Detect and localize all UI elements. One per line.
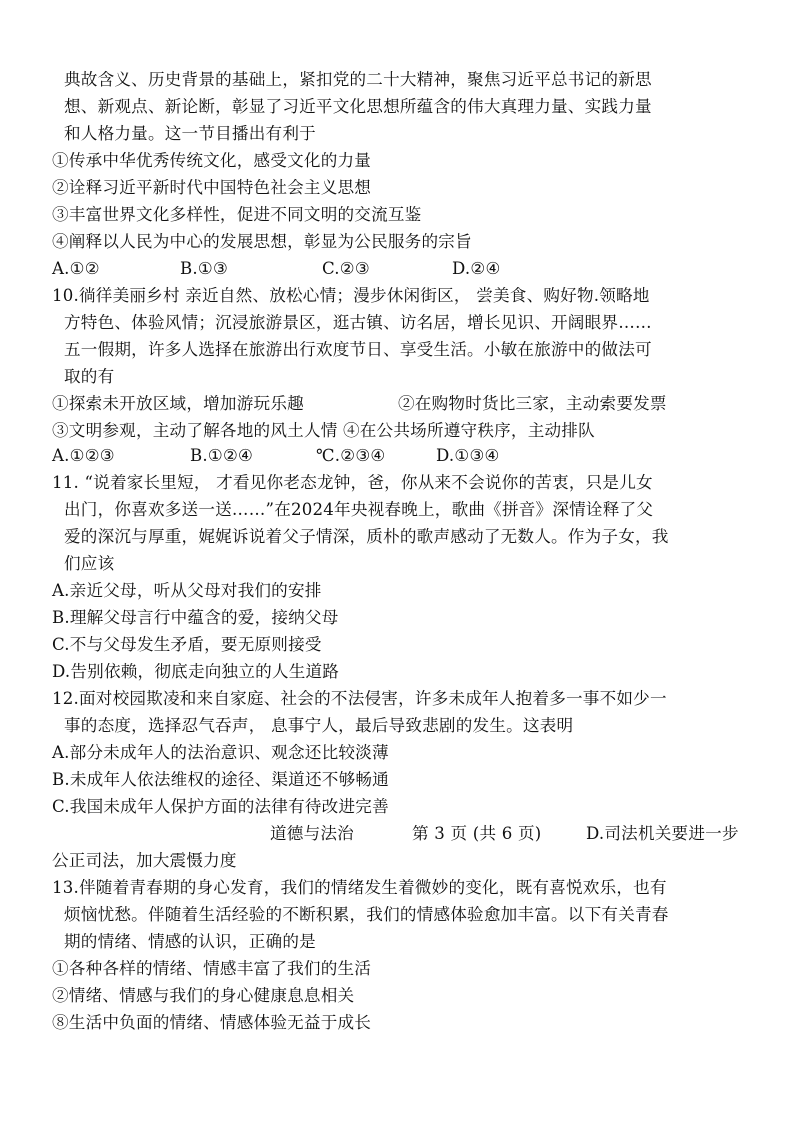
q11-option-d: D.告别依赖，彻底走向独立的人生道路 (52, 662, 340, 681)
q13-stem-line-3: 期的情绪、情感的认识，正确的是 (64, 932, 316, 951)
q10-option-d: D.①③④ (436, 446, 500, 465)
q11-stem-line-4: 们应该 (64, 554, 115, 573)
q10-option-a: A.①②③ (52, 446, 115, 465)
intro-line-2: 想、新观点、新论断，彰显了习近平文化思想所蕴含的伟大真理力量、实践力量 (64, 97, 652, 116)
intro-line-1: 典故含义、历史背景的基础上，紧扣党的二十大精神，聚焦习近平总书记的新思 (64, 70, 652, 89)
q10-option-c: ℃.②③④ (316, 446, 386, 465)
q10-stem-line-4: 取的有 (64, 367, 115, 386)
q9-option-b: B.①③ (180, 259, 229, 278)
q13-stem-line-1: 13.伴随着青春期的身心发育，我们的情绪发生着微妙的变化，既有喜悦欢乐，也有 (52, 878, 667, 897)
q9-option-d: D.②④ (452, 259, 501, 278)
q13-statement-1: ①各种各样的情绪、情感丰富了我们的生活 (52, 959, 372, 978)
q10-stem-line-1: 10.徜徉美丽乡村 亲近自然、放松心情；漫步休闲街区， 尝美食、购好物.领略地 (52, 286, 650, 305)
q12-option-d-part-1: D.司法机关要进一步 (586, 824, 739, 843)
q9-statement-2: ②诠释习近平新时代中国特色社会主义思想 (52, 178, 372, 197)
q13-stem-line-2: 烦恼忧愁。伴随着生活经验的不断积累，我们的情感体验愈加丰富。以下有关青春 (64, 905, 669, 924)
q11-stem-line-3: 爱的深沉与厚重，娓娓诉说着父子情深，质朴的歌声感动了无数人。作为子女，我 (64, 527, 669, 546)
q11-option-a: A.亲近父母，听从父母对我们的安排 (52, 581, 322, 600)
intro-line-3: 和人格力量。这一节目播出有利于 (64, 124, 316, 143)
q10-statement-1: ①探索未开放区域，增加游玩乐趣 (52, 394, 304, 413)
q13-statement-3: ⑧生活中负面的情绪、情感体验无益于成长 (52, 1013, 372, 1032)
q12-option-a: A.部分未成年人的法治意识、观念还比较淡薄 (52, 743, 389, 762)
q12-stem-line-1: 12.面对校园欺凌和来自家庭、社会的不法侵害，许多未成年人抱着多一事不如少一 (52, 689, 667, 708)
q10-statement-3-4: ③文明参观，主动了解各地的风土人情 ④在公共场所遵守秩序，主动排队 (52, 421, 595, 440)
q9-statement-4: ④阐释以人民为中心的发展思想，彰显为公民服务的宗旨 (52, 232, 472, 251)
page-footer-subject: 道德与法治 (270, 824, 354, 843)
q11-stem-line-2: 出门，你喜欢多送一送……”在2024年央视春晚上，歌曲《拼音》深情诠释了父 (64, 500, 654, 519)
q13-statement-2: ②情绪、情感与我们的身心健康息息相关 (52, 986, 355, 1005)
q11-option-c: C.不与父母发生矛盾，要无原则接受 (52, 635, 322, 654)
q9-option-a: A.①② (52, 259, 100, 278)
q12-option-b: B.未成年人依法维权的途径、渠道还不够畅通 (52, 770, 389, 789)
page-footer-number: 第 3 页 (共 6 页) (412, 824, 542, 843)
q12-stem-line-2: 事的态度，选择忍气吞声， 息事宁人，最后导致悲剧的发生。这表明 (64, 716, 574, 735)
q10-stem-line-2: 方特色、体验风情；沉浸旅游景区，逛古镇、访名居，增长见识、开阔眼界…… (64, 313, 652, 332)
q11-option-b: B.理解父母言行中蕴含的爱，接纳父母 (52, 608, 339, 627)
q11-stem-line-1: 11. “说着家长里短， 才看见你老态龙钟，爸，你从来不会说你的苦衷，只是儿女 (52, 473, 653, 492)
q10-statement-2: ②在购物时货比三家，主动索要发票 (398, 394, 667, 413)
q10-option-b: B.①②④ (190, 446, 254, 465)
q12-option-c: C.我国未成年人保护方面的法律有待改进完善 (52, 797, 389, 816)
q12-option-d-part-2: 公正司法，加大震慑力度 (52, 851, 237, 870)
q9-statement-3: ③丰富世界文化多样性，促进不同文明的交流互鉴 (52, 205, 422, 224)
q9-option-c: C.②③ (322, 259, 370, 278)
q9-statement-1: ①传承中华优秀传统文化，感受文化的力量 (52, 151, 372, 170)
q10-stem-line-3: 五一假期，许多人选择在旅游出行欢度节日、享受生活。小敏在旅游中的做法可 (64, 340, 652, 359)
